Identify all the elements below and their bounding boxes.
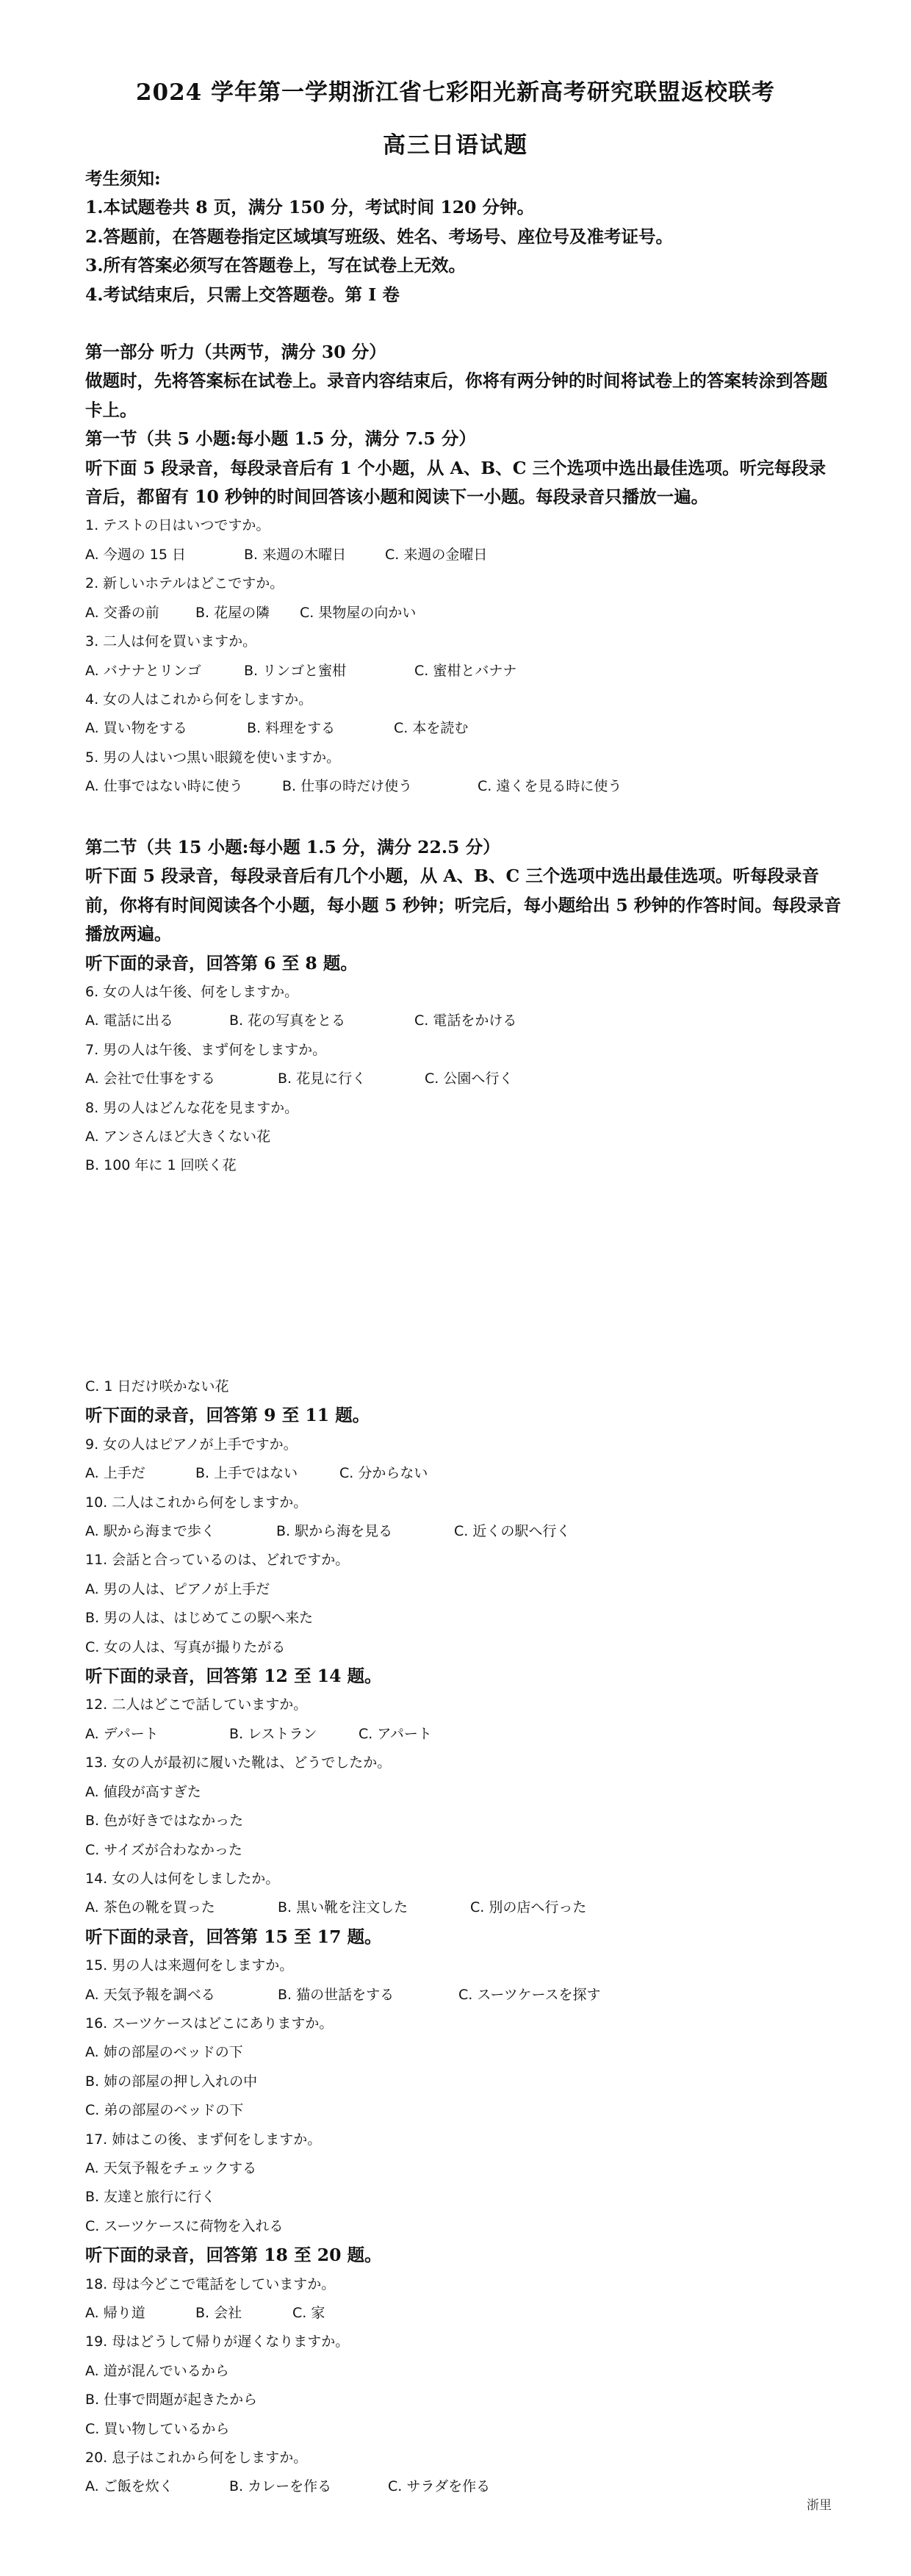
option-a: A. 天気予報をチェックする <box>85 2159 257 2176</box>
option-a: A. アンさんほど大きくない花 <box>85 1129 270 1145</box>
option-a: A. 姉の部屋のベッドの下 <box>85 2044 243 2061</box>
option-c: C. アパート <box>359 1725 432 1742</box>
question-7: 7. 男の人は午後、まず何をしますか。 <box>85 1041 327 1058</box>
option-c: C. 女の人は、写真が撮りたがる <box>85 1638 286 1655</box>
question-20-options <box>85 2472 842 2501</box>
option-c: C. スーツケースを探す <box>458 1986 601 2003</box>
option-b: B. カレーを作る <box>229 2478 332 2495</box>
question-14: 14. 女の人は何をしましたか。 <box>85 1870 280 1887</box>
question-5-options <box>85 772 842 801</box>
question-12-options <box>85 1720 842 1749</box>
option-a: A. 天気予報を調べる <box>85 1986 215 2003</box>
question-5: 5. 男の人はいつ黒い眼鏡を使いますか。 <box>85 749 341 766</box>
question-16: 16. スーツケースはどこにありますか。 <box>85 2015 334 2032</box>
option-c: C. 1 日だけ咲かない花 <box>85 1378 229 1395</box>
option-c: C. 電話をかける <box>414 1012 517 1029</box>
option-c: C. 来週の金曜日 <box>385 546 488 563</box>
question-14-options <box>85 1893 842 1922</box>
question-19: 19. 母はどうして帰りが遅くなりますか。 <box>85 2334 350 2350</box>
option-a: A. 買い物をする <box>85 720 187 737</box>
option-b: B. 花の写真をとる <box>229 1012 346 1029</box>
question-6-options <box>85 1007 842 1035</box>
part1-heading: 第一部分 听力（共两节，满分 30 分） <box>85 342 386 363</box>
group-heading: 听下面的录音，回答第 12 至 14 题。 <box>85 1666 382 1687</box>
option-b: B. 花見に行く <box>278 1071 367 1087</box>
group-heading: 听下面的录音，回答第 18 至 20 题。 <box>85 2245 382 2266</box>
option-b: B. 仕事の時だけ使う <box>282 778 413 795</box>
question-10: 10. 二人はこれから何をしますか。 <box>85 1494 308 1511</box>
option-c: C. 分からない <box>339 1465 428 1482</box>
question-3: 3. 二人は何を買いますか。 <box>85 633 257 650</box>
option-b: B. レストラン <box>229 1725 317 1742</box>
question-8: 8. 男の人はどんな花を見ますか。 <box>85 1099 299 1116</box>
option-b: B. 友達と旅行に行く <box>85 2189 216 2206</box>
option-a: A. 駅から海まで歩く <box>85 1523 215 1540</box>
option-b: B. 駅から海を見る <box>276 1523 393 1540</box>
option-b: B. 花屋の隣 <box>195 604 270 621</box>
exam-title: 2024 学年第一学期浙江省七彩阳光新高考研究联盟返校联考 <box>135 79 776 106</box>
question-17: 17. 姉はこの後、まず何をしますか。 <box>85 2131 322 2148</box>
section1-heading: 第一节（共 5 小题:每小题 1.5 分，满分 7.5 分） <box>85 428 476 450</box>
option-a: A. 道が混んでいるから <box>85 2362 229 2379</box>
option-c: C. 家 <box>292 2305 325 2321</box>
question-6: 6. 女の人は午後、何をしますか。 <box>85 984 299 1001</box>
notice-heading: 考生须知: <box>85 168 161 189</box>
question-10-options <box>85 1517 842 1546</box>
option-b: B. 来週の木曜日 <box>244 546 347 563</box>
option-c: C. 近くの駅へ行く <box>454 1523 571 1540</box>
question-4: 4. 女の人はこれから何をしますか。 <box>85 691 313 708</box>
group-heading: 听下面的录音，回答第 9 至 11 题。 <box>85 1405 370 1426</box>
footer-label: 浙里 <box>807 2498 832 2513</box>
option-c: C. 弟の部屋のベッドの下 <box>85 2102 244 2119</box>
option-c: C. サイズが合わなかった <box>85 1841 242 1858</box>
option-b: B. 男の人は、はじめてこの駅へ来た <box>85 1610 314 1627</box>
question-9: 9. 女の人はピアノが上手ですか。 <box>85 1436 298 1453</box>
question-18: 18. 母は今どこで電話をしていますか。 <box>85 2275 336 2292</box>
question-4-options <box>85 714 842 743</box>
question-13: 13. 女の人が最初に履いた靴は、どうでしたか。 <box>85 1755 392 1771</box>
option-a: A. 仕事ではない時に使う <box>85 778 243 795</box>
group-heading: 听下面的录音，回答第 6 至 8 题。 <box>85 952 358 974</box>
option-b: B. リンゴと蜜柑 <box>244 662 347 679</box>
option-c: C. 本を読む <box>394 720 469 737</box>
question-1: 1. テストの日はいつですか。 <box>85 517 270 534</box>
notice-item: 2.答题前，在答题卷指定区域填写班级、姓名、考场号、座位号及准考证号。 <box>85 226 674 247</box>
section2-heading: 第二节（共 15 小题:每小题 1.5 分，满分 22.5 分） <box>85 837 500 857</box>
question-1-options <box>85 541 842 569</box>
question-11: 11. 会話と合っているのは、どれですか。 <box>85 1552 350 1569</box>
option-c: C. 蜜柑とバナナ <box>414 662 517 679</box>
option-a: A. 会社で仕事をする <box>85 1071 215 1087</box>
option-a: A. バナナとリンゴ <box>85 662 201 679</box>
question-2-options <box>85 599 842 627</box>
option-b: B. 仕事で問題が起きたから <box>85 2392 258 2408</box>
option-a: A. 電話に出る <box>85 1012 173 1029</box>
question-7-options <box>85 1065 842 1093</box>
option-b: B. 料理をする <box>247 720 336 737</box>
section1-intro: 听下面 5 段录音，每段录音后有 1 个小题，从 A、B、C 三个选项中选出最佳选项。听完每段录音后，都留有 10 秒钟的时间回答该小题和阅读下一小题。每段录音只播放一遍。 <box>85 457 827 508</box>
option-c: C. 遠くを見る時に使う <box>478 778 622 795</box>
notice-item: 3.所有答案必须写在答题卷上，写在试卷上无效。 <box>85 255 467 276</box>
option-c: C. サラダを作る <box>388 2478 491 2495</box>
option-c: C. 果物屋の向かい <box>300 604 417 621</box>
option-c: C. スーツケースに荷物を入れる <box>85 2217 284 2234</box>
option-b: B. 会社 <box>195 2305 242 2321</box>
option-a: A. デパート <box>85 1725 159 1742</box>
option-a: A. 交番の前 <box>85 604 159 621</box>
notice-and-section1 <box>85 165 842 802</box>
part1-intro: 做题时，先将答案标在试卷上。录音内容结束后，你将有两分钟的时间将试卷上的答案转涂到答题卡上。 <box>85 370 828 420</box>
option-b: B. 猫の世話をする <box>278 1986 395 2003</box>
group-heading: 听下面的录音，回答第 15 至 17 题。 <box>85 1926 382 1947</box>
exam-subtitle: 高三日语试题 <box>383 132 528 159</box>
question-15-options <box>85 1981 842 2010</box>
question-12: 12. 二人はどこで話していますか。 <box>85 1697 308 1713</box>
section2-intro: 听下面 5 段录音，每段录音后有几个小题，从 A、B、C 三个选项中选出最佳选项。听每段录音前，你将有时间阅读各个小题，每小题 5 秒钟；听完后，每小题给出 5 秒钟的作答时间。每段录音播放两遍。 <box>85 866 841 945</box>
option-a: A. 値段が高すぎた <box>85 1783 201 1800</box>
question-18-options <box>85 2299 842 2328</box>
section2-part-b <box>85 1372 842 2502</box>
option-a: A. 上手だ <box>85 1465 145 1482</box>
option-b: B. 黒い靴を注文した <box>278 1899 408 1916</box>
option-a: A. 帰り道 <box>85 2305 145 2321</box>
option-a: A. ご飯を炊く <box>85 2478 173 2495</box>
option-c: C. 買い物しているから <box>85 2420 230 2437</box>
option-b: B. 100 年に 1 回咲く花 <box>85 1157 237 1174</box>
option-a: A. 今週の 15 日 <box>85 546 186 563</box>
option-c: C. 別の店へ行った <box>470 1899 587 1916</box>
notice-item: 4.考试结束后，只需上交答题卷。第 I 卷 <box>85 284 400 305</box>
question-9-options <box>85 1459 842 1488</box>
option-b: B. 姉の部屋の押し入れの中 <box>85 2073 258 2090</box>
question-20: 20. 息子はこれから何をしますか。 <box>85 2450 308 2467</box>
option-a: A. 男の人は、ピアノが上手だ <box>85 1580 270 1597</box>
option-b: B. 上手ではない <box>195 1465 298 1482</box>
option-b: B. 色が好きではなかった <box>85 1813 244 1830</box>
section2-part-a <box>85 833 842 1181</box>
notice-item: 1.本试题卷共 8 页，满分 150 分，考试时间 120 分钟。 <box>85 197 535 218</box>
option-a: A. 茶色の靴を買った <box>85 1899 215 1916</box>
question-3-options <box>85 657 842 686</box>
question-15: 15. 男の人は来週何をしますか。 <box>85 1957 294 1974</box>
question-2: 2. 新しいホテルはどこですか。 <box>85 575 284 592</box>
option-c: C. 公園へ行く <box>425 1071 514 1087</box>
